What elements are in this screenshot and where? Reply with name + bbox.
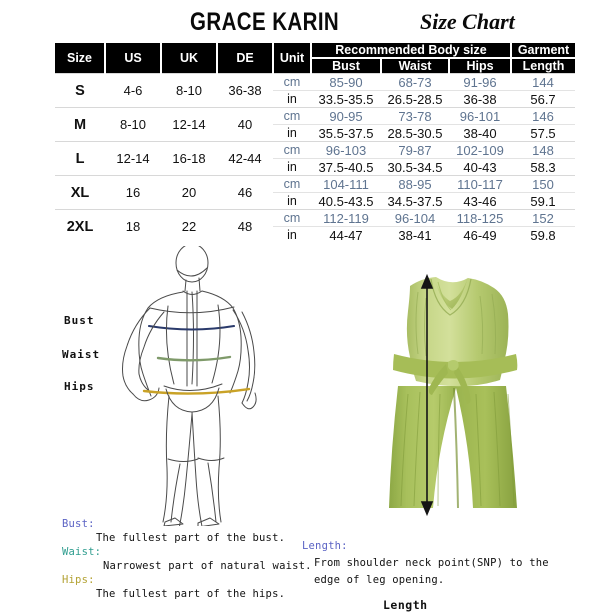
cell-uk: 16-18: [161, 142, 217, 176]
note-length-text-1: From shoulder neck point(SNP) to the: [314, 557, 549, 569]
cell-cm-waist: 88-95: [381, 176, 449, 193]
cell-de: 46: [217, 176, 273, 210]
col-header-de: DE: [217, 43, 273, 74]
cell-cm-bust: 104-111: [311, 176, 381, 193]
cell-in-bust: 33.5-35.5: [311, 91, 381, 108]
cell-cm-waist: 96-104: [381, 210, 449, 227]
note-waist-title: Waist:: [62, 546, 102, 558]
garment-length-label: Length: [383, 598, 428, 612]
cell-in-length: 59.8: [511, 227, 575, 244]
cell-de: 40: [217, 108, 273, 142]
cell-us: 16: [105, 176, 161, 210]
note-bust-text: The fullest part of the bust.: [96, 532, 286, 544]
cell-cm-bust: 112-119: [311, 210, 381, 227]
cell-size: 2XL: [55, 210, 105, 244]
cell-in-waist: 26.5-28.5: [381, 91, 449, 108]
cell-us: 4-6: [105, 74, 161, 108]
cell-unit-cm: cm: [273, 74, 311, 91]
cell-unit-cm: cm: [273, 210, 311, 227]
cell-in-length: 59.1: [511, 193, 575, 210]
cell-unit-in: in: [273, 193, 311, 210]
col-header-length: Length: [511, 58, 575, 74]
cell-size: S: [55, 74, 105, 108]
cell-uk: 20: [161, 176, 217, 210]
cell-in-bust: 44-47: [311, 227, 381, 244]
table-row: [55, 210, 575, 227]
garment-illustration: [368, 268, 558, 528]
cell-in-waist: 34.5-37.5: [381, 193, 449, 210]
cell-cm-hips: 118-125: [449, 210, 511, 227]
cell-size: XL: [55, 176, 105, 210]
col-header-bust: Bust: [311, 58, 381, 74]
note-hips-title: Hips:: [62, 574, 95, 586]
mannequin-label-waist: Waist: [62, 348, 101, 361]
cell-cm-hips: 91-96: [449, 74, 511, 91]
mannequin-label-hips: Hips: [64, 380, 95, 393]
cell-unit-in: in: [273, 125, 311, 142]
cell-de: 48: [217, 210, 273, 244]
col-header-hips: Hips: [449, 58, 511, 74]
cell-in-bust: 35.5-37.5: [311, 125, 381, 142]
note-waist-text: Narrowest part of natural waist.: [103, 560, 312, 572]
cell-unit-cm: cm: [273, 108, 311, 125]
col-header-size: Size: [55, 43, 105, 74]
mannequin-label-bust: Bust: [64, 314, 95, 327]
cell-cm-length: 152: [511, 210, 575, 227]
size-table-container: [55, 43, 570, 243]
cell-in-hips: 43-46: [449, 193, 511, 210]
note-bust-title: Bust:: [62, 518, 95, 530]
table-row: [55, 142, 575, 159]
cell-in-bust: 37.5-40.5: [311, 159, 381, 176]
table-row: [55, 74, 575, 91]
cell-size: M: [55, 108, 105, 142]
table-header-row-1: [55, 43, 575, 58]
cell-cm-waist: 79-87: [381, 142, 449, 159]
cell-cm-bust: 85-90: [311, 74, 381, 91]
cell-unit-in: in: [273, 227, 311, 244]
cell-uk: 8-10: [161, 74, 217, 108]
col-header-uk: UK: [161, 43, 217, 74]
cell-cm-hips: 110-117: [449, 176, 511, 193]
table-row: [55, 176, 575, 193]
cell-in-hips: 38-40: [449, 125, 511, 142]
cell-uk: 22: [161, 210, 217, 244]
cell-in-length: 58.3: [511, 159, 575, 176]
cell-in-hips: 40-43: [449, 159, 511, 176]
cell-unit-cm: cm: [273, 142, 311, 159]
cell-in-hips: 36-38: [449, 91, 511, 108]
col-header-us: US: [105, 43, 161, 74]
cell-us: 8-10: [105, 108, 161, 142]
cell-in-hips: 46-49: [449, 227, 511, 244]
page-title: Size Chart: [420, 9, 515, 34]
cell-in-length: 56.7: [511, 91, 575, 108]
cell-de: 42-44: [217, 142, 273, 176]
cell-us: 12-14: [105, 142, 161, 176]
note-length-text-2: edge of leg opening.: [314, 574, 445, 586]
cell-unit-in: in: [273, 159, 311, 176]
cell-in-waist: 38-41: [381, 227, 449, 244]
cell-size: L: [55, 142, 105, 176]
col-header-unit: Unit: [273, 43, 311, 74]
brand-logo: GRACE KARIN: [190, 8, 340, 36]
cell-uk: 12-14: [161, 108, 217, 142]
cell-cm-hips: 96-101: [449, 108, 511, 125]
cell-cm-hips: 102-109: [449, 142, 511, 159]
cell-de: 36-38: [217, 74, 273, 108]
cell-cm-waist: 68-73: [381, 74, 449, 91]
cell-in-length: 57.5: [511, 125, 575, 142]
col-group-header-body-size: Recommended Body size: [311, 43, 511, 58]
cell-in-bust: 40.5-43.5: [311, 193, 381, 210]
col-group-header-garment: Garment: [511, 43, 575, 58]
cell-cm-length: 144: [511, 74, 575, 91]
page-header: [0, 4, 600, 38]
cell-cm-bust: 90-95: [311, 108, 381, 125]
size-table: [55, 43, 575, 243]
measurement-notes: [0, 518, 600, 600]
cell-cm-length: 150: [511, 176, 575, 193]
table-row: [55, 108, 575, 125]
note-length-title: Length:: [302, 540, 348, 552]
col-header-waist: Waist: [381, 58, 449, 74]
note-hips-text: The fullest part of the hips.: [96, 588, 286, 600]
cell-us: 18: [105, 210, 161, 244]
table-body: [55, 74, 575, 244]
cell-cm-length: 148: [511, 142, 575, 159]
cell-unit-in: in: [273, 91, 311, 108]
cell-cm-length: 146: [511, 108, 575, 125]
cell-cm-waist: 73-78: [381, 108, 449, 125]
cell-in-waist: 28.5-30.5: [381, 125, 449, 142]
cell-in-waist: 30.5-34.5: [381, 159, 449, 176]
cell-cm-bust: 96-103: [311, 142, 381, 159]
cell-unit-cm: cm: [273, 176, 311, 193]
